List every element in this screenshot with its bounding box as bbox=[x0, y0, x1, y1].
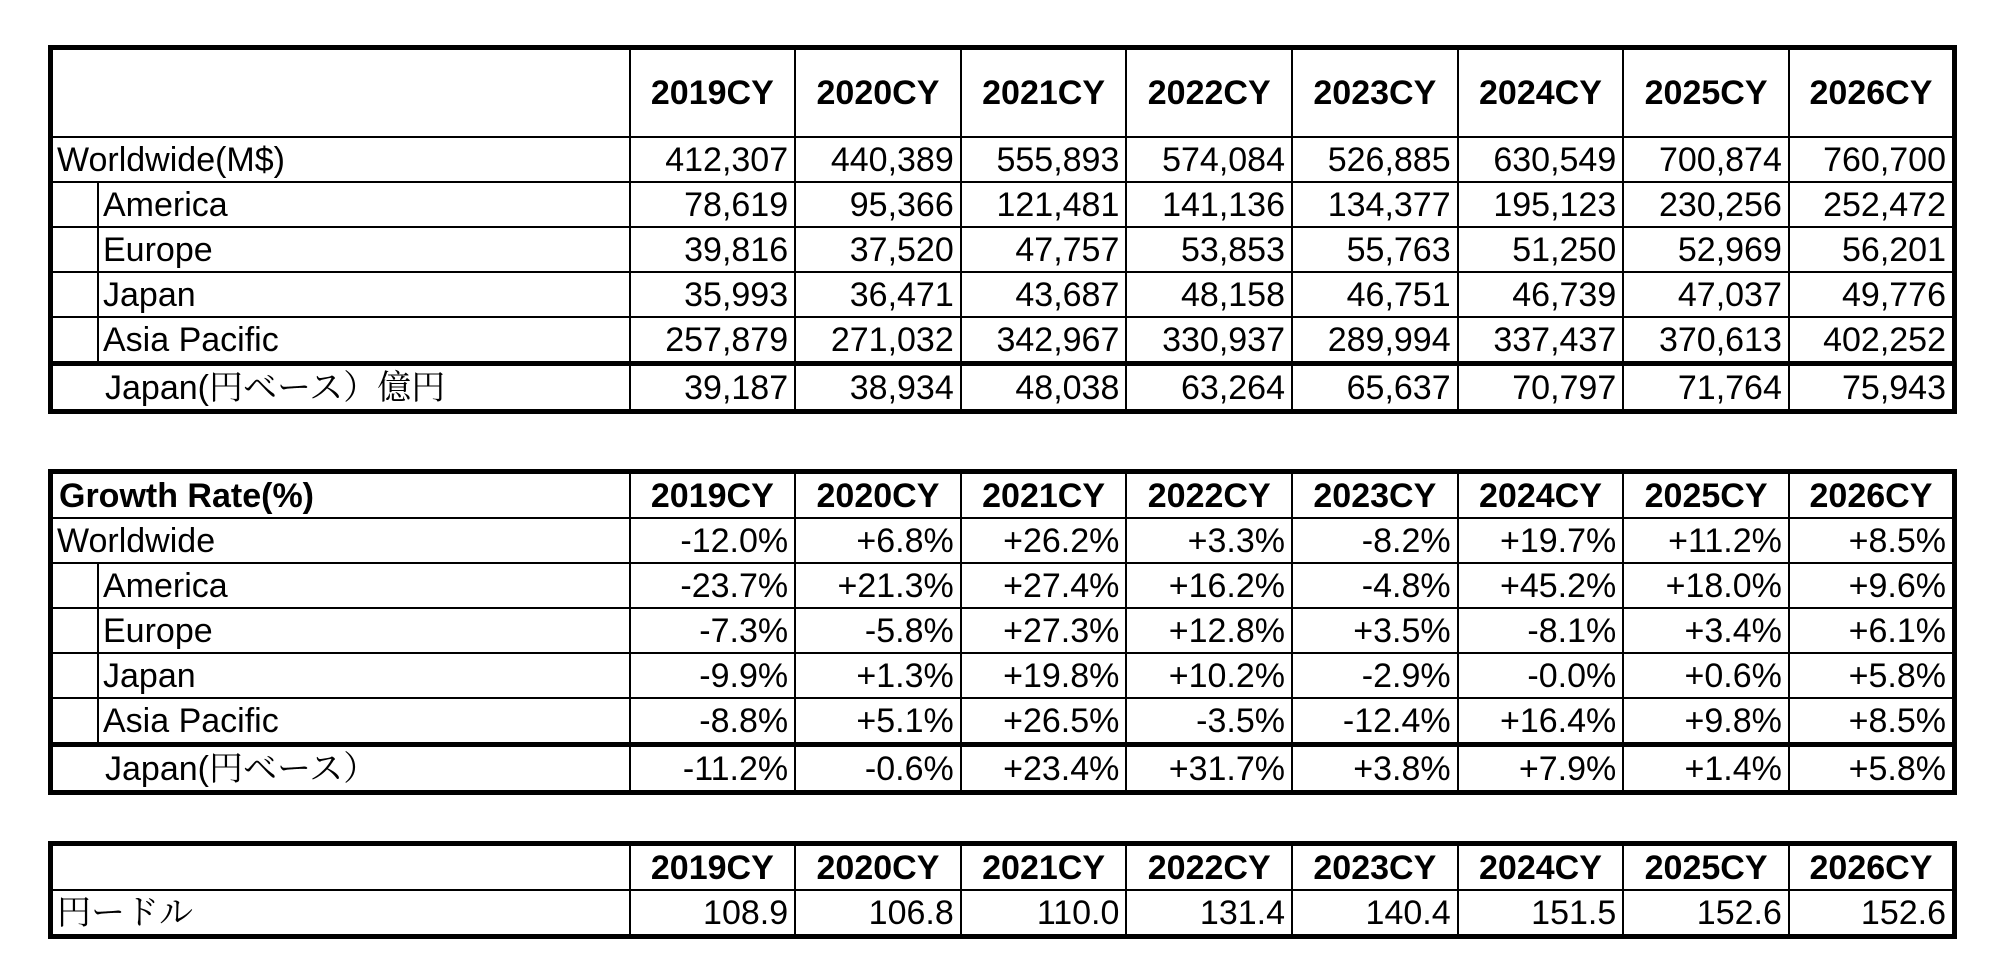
table-row bbox=[51, 182, 1955, 227]
table-cell: 140.4 bbox=[1292, 890, 1458, 937]
table-cell: 78,619 bbox=[630, 182, 796, 227]
row-label-text: 円ードル bbox=[57, 893, 193, 932]
table-cell: +31.7% bbox=[1126, 745, 1292, 793]
year-header: 2025CY bbox=[1623, 48, 1789, 138]
row-label bbox=[51, 227, 630, 272]
year-header: 2020CY bbox=[795, 844, 961, 891]
table-cell: -3.5% bbox=[1126, 698, 1292, 745]
table-cell: +1.3% bbox=[795, 653, 961, 698]
year-header: 2019CY bbox=[630, 844, 796, 891]
table-cell: 195,123 bbox=[1458, 182, 1624, 227]
table-cell: 152.6 bbox=[1623, 890, 1789, 937]
year-header: 2026CY bbox=[1789, 48, 1955, 138]
table-row bbox=[51, 698, 1955, 745]
table-row bbox=[51, 608, 1955, 653]
table-cell: +8.5% bbox=[1789, 698, 1955, 745]
table-cell: 574,084 bbox=[1126, 137, 1292, 182]
table-cell: +16.2% bbox=[1126, 563, 1292, 608]
table-cell: 121,481 bbox=[961, 182, 1127, 227]
table-cell: 35,993 bbox=[630, 272, 796, 317]
row-label bbox=[51, 272, 630, 317]
table-cell: 38,934 bbox=[795, 364, 961, 412]
year-header: 2021CY bbox=[961, 844, 1127, 891]
year-header: 2025CY bbox=[1623, 844, 1789, 891]
header-row bbox=[51, 48, 1955, 138]
table-cell: -23.7% bbox=[630, 563, 796, 608]
indent-spacer bbox=[53, 608, 99, 653]
table-cell: 106.8 bbox=[795, 890, 961, 937]
table-cell: 110.0 bbox=[961, 890, 1127, 937]
indent-spacer bbox=[53, 317, 99, 363]
year-header: 2021CY bbox=[961, 48, 1127, 138]
table-cell: 230,256 bbox=[1623, 182, 1789, 227]
table-cell: +5.1% bbox=[795, 698, 961, 745]
table-cell: +8.5% bbox=[1789, 518, 1955, 563]
row-label-text: Europe bbox=[103, 230, 213, 269]
table-cell: +27.4% bbox=[961, 563, 1127, 608]
row-label-text: Worldwide bbox=[57, 521, 216, 560]
exchange-rate-table bbox=[48, 841, 1957, 939]
table-cell: 70,797 bbox=[1458, 364, 1624, 412]
row-label-text: America bbox=[103, 185, 228, 224]
table-cell: +45.2% bbox=[1458, 563, 1624, 608]
table-cell: 51,250 bbox=[1458, 227, 1624, 272]
corner-label: Growth Rate(%) bbox=[51, 472, 630, 519]
table-cell: 271,032 bbox=[795, 317, 961, 364]
revenue-table bbox=[48, 45, 1957, 414]
indent-spacer bbox=[53, 563, 99, 608]
table-cell: 440,389 bbox=[795, 137, 961, 182]
row-label bbox=[51, 518, 630, 563]
year-header: 2022CY bbox=[1126, 48, 1292, 138]
table-cell: 526,885 bbox=[1292, 137, 1458, 182]
year-header: 2020CY bbox=[795, 472, 961, 519]
table-cell: 52,969 bbox=[1623, 227, 1789, 272]
year-header: 2022CY bbox=[1126, 472, 1292, 519]
row-label bbox=[51, 608, 630, 653]
row-label-text: Worldwide(M$) bbox=[57, 140, 285, 179]
row-label bbox=[51, 182, 630, 227]
table-row bbox=[51, 518, 1955, 563]
year-header: 2024CY bbox=[1458, 48, 1624, 138]
table-cell: 71,764 bbox=[1623, 364, 1789, 412]
year-header: 2024CY bbox=[1458, 472, 1624, 519]
table-cell: 48,038 bbox=[961, 364, 1127, 412]
row-label bbox=[51, 698, 630, 745]
table-cell: 760,700 bbox=[1789, 137, 1955, 182]
table-cell: +7.9% bbox=[1458, 745, 1624, 793]
table-cell: 47,037 bbox=[1623, 272, 1789, 317]
year-header: 2026CY bbox=[1789, 844, 1955, 891]
table-cell: +10.2% bbox=[1126, 653, 1292, 698]
table-cell: +0.6% bbox=[1623, 653, 1789, 698]
table-cell: 55,763 bbox=[1292, 227, 1458, 272]
table-cell: +18.0% bbox=[1623, 563, 1789, 608]
table-cell: 330,937 bbox=[1126, 317, 1292, 364]
table-cell: +11.2% bbox=[1623, 518, 1789, 563]
year-header: 2020CY bbox=[795, 48, 961, 138]
corner-label bbox=[51, 48, 630, 138]
table-cell: +26.2% bbox=[961, 518, 1127, 563]
header-row bbox=[51, 472, 1955, 519]
table-cell: +5.8% bbox=[1789, 653, 1955, 698]
table-cell: -4.8% bbox=[1292, 563, 1458, 608]
table-row bbox=[51, 227, 1955, 272]
table-cell: -11.2% bbox=[630, 745, 796, 793]
row-label bbox=[51, 890, 630, 937]
table-cell: 48,158 bbox=[1126, 272, 1292, 317]
row-label-text: Asia Pacific bbox=[103, 701, 279, 740]
table-cell: 151.5 bbox=[1458, 890, 1624, 937]
table-cell: +27.3% bbox=[961, 608, 1127, 653]
year-header: 2025CY bbox=[1623, 472, 1789, 519]
table-cell: -7.3% bbox=[630, 608, 796, 653]
table-row bbox=[51, 745, 1955, 793]
table-cell: +26.5% bbox=[961, 698, 1127, 745]
table-cell: 152.6 bbox=[1789, 890, 1955, 937]
header-row bbox=[51, 844, 1955, 891]
table-cell: +16.4% bbox=[1458, 698, 1624, 745]
table-row bbox=[51, 364, 1955, 412]
table-cell: -5.8% bbox=[795, 608, 961, 653]
table-cell: -0.0% bbox=[1458, 653, 1624, 698]
row-label bbox=[51, 563, 630, 608]
table-cell: +9.8% bbox=[1623, 698, 1789, 745]
table-cell: +9.6% bbox=[1789, 563, 1955, 608]
table-cell: 289,994 bbox=[1292, 317, 1458, 364]
year-header: 2023CY bbox=[1292, 48, 1458, 138]
year-header: 2021CY bbox=[961, 472, 1127, 519]
year-header: 2023CY bbox=[1292, 844, 1458, 891]
table-cell: 37,520 bbox=[795, 227, 961, 272]
table-cell: 63,264 bbox=[1126, 364, 1292, 412]
row-label-text: Japan(円ベース） bbox=[105, 749, 378, 788]
growth-rate-table bbox=[48, 469, 1957, 795]
table-cell: -8.1% bbox=[1458, 608, 1624, 653]
table-cell: 49,776 bbox=[1789, 272, 1955, 317]
table-cell: -9.9% bbox=[630, 653, 796, 698]
year-header: 2019CY bbox=[630, 48, 796, 138]
table-cell: -0.6% bbox=[795, 745, 961, 793]
table-cell: 95,366 bbox=[795, 182, 961, 227]
table-cell: 342,967 bbox=[961, 317, 1127, 364]
table-row bbox=[51, 317, 1955, 364]
row-label bbox=[51, 364, 630, 412]
indent-spacer bbox=[53, 653, 99, 698]
table-row bbox=[51, 653, 1955, 698]
corner-label bbox=[51, 844, 630, 891]
row-label-text: Japan bbox=[103, 275, 196, 314]
table-cell: +23.4% bbox=[961, 745, 1127, 793]
table-cell: 700,874 bbox=[1623, 137, 1789, 182]
year-header: 2024CY bbox=[1458, 844, 1624, 891]
table-cell: 39,187 bbox=[630, 364, 796, 412]
year-header: 2019CY bbox=[630, 472, 796, 519]
table-row bbox=[51, 563, 1955, 608]
table-cell: 46,739 bbox=[1458, 272, 1624, 317]
table-cell: 257,879 bbox=[630, 317, 796, 364]
table-cell: +3.3% bbox=[1126, 518, 1292, 563]
table-cell: 39,816 bbox=[630, 227, 796, 272]
table-cell: 65,637 bbox=[1292, 364, 1458, 412]
table-cell: -8.8% bbox=[630, 698, 796, 745]
table-cell: 134,377 bbox=[1292, 182, 1458, 227]
year-header: 2023CY bbox=[1292, 472, 1458, 519]
row-label-text: Europe bbox=[103, 611, 213, 650]
table-cell: 56,201 bbox=[1789, 227, 1955, 272]
table-cell: +21.3% bbox=[795, 563, 961, 608]
year-header: 2022CY bbox=[1126, 844, 1292, 891]
table-cell: +3.8% bbox=[1292, 745, 1458, 793]
indent-spacer bbox=[53, 227, 99, 272]
indent-spacer bbox=[53, 698, 99, 744]
indent-spacer bbox=[53, 272, 99, 317]
table-row bbox=[51, 890, 1955, 937]
row-label bbox=[51, 137, 630, 182]
table-cell: -12.4% bbox=[1292, 698, 1458, 745]
table-cell: 412,307 bbox=[630, 137, 796, 182]
table-cell: +6.1% bbox=[1789, 608, 1955, 653]
table-row bbox=[51, 137, 1955, 182]
table-cell: +12.8% bbox=[1126, 608, 1292, 653]
row-label bbox=[51, 653, 630, 698]
table-cell: -2.9% bbox=[1292, 653, 1458, 698]
table-cell: -12.0% bbox=[630, 518, 796, 563]
table-cell: 252,472 bbox=[1789, 182, 1955, 227]
row-label bbox=[51, 745, 630, 793]
table-cell: +5.8% bbox=[1789, 745, 1955, 793]
table-cell: 131.4 bbox=[1126, 890, 1292, 937]
table-cell: 43,687 bbox=[961, 272, 1127, 317]
table-cell: 36,471 bbox=[795, 272, 961, 317]
table-cell: +6.8% bbox=[795, 518, 961, 563]
table-cell: 53,853 bbox=[1126, 227, 1292, 272]
table-cell: 402,252 bbox=[1789, 317, 1955, 364]
table-cell: 141,136 bbox=[1126, 182, 1292, 227]
row-label-text: America bbox=[103, 566, 228, 605]
row-label-text: Japan(円ベース）億円 bbox=[105, 368, 446, 407]
table-cell: 46,751 bbox=[1292, 272, 1458, 317]
table-cell: +1.4% bbox=[1623, 745, 1789, 793]
table-cell: -8.2% bbox=[1292, 518, 1458, 563]
table-cell: 75,943 bbox=[1789, 364, 1955, 412]
table-cell: 555,893 bbox=[961, 137, 1127, 182]
table-cell: 47,757 bbox=[961, 227, 1127, 272]
table-cell: 630,549 bbox=[1458, 137, 1624, 182]
table-cell: +3.5% bbox=[1292, 608, 1458, 653]
row-label bbox=[51, 317, 630, 364]
table-cell: 337,437 bbox=[1458, 317, 1624, 364]
year-header: 2026CY bbox=[1789, 472, 1955, 519]
table-cell: +3.4% bbox=[1623, 608, 1789, 653]
table-cell: 108.9 bbox=[630, 890, 796, 937]
table-cell: +19.8% bbox=[961, 653, 1127, 698]
row-label-text: Japan bbox=[103, 656, 196, 695]
table-cell: +19.7% bbox=[1458, 518, 1624, 563]
table-row bbox=[51, 272, 1955, 317]
indent-spacer bbox=[53, 182, 99, 227]
row-label-text: Asia Pacific bbox=[103, 320, 279, 359]
table-cell: 370,613 bbox=[1623, 317, 1789, 364]
